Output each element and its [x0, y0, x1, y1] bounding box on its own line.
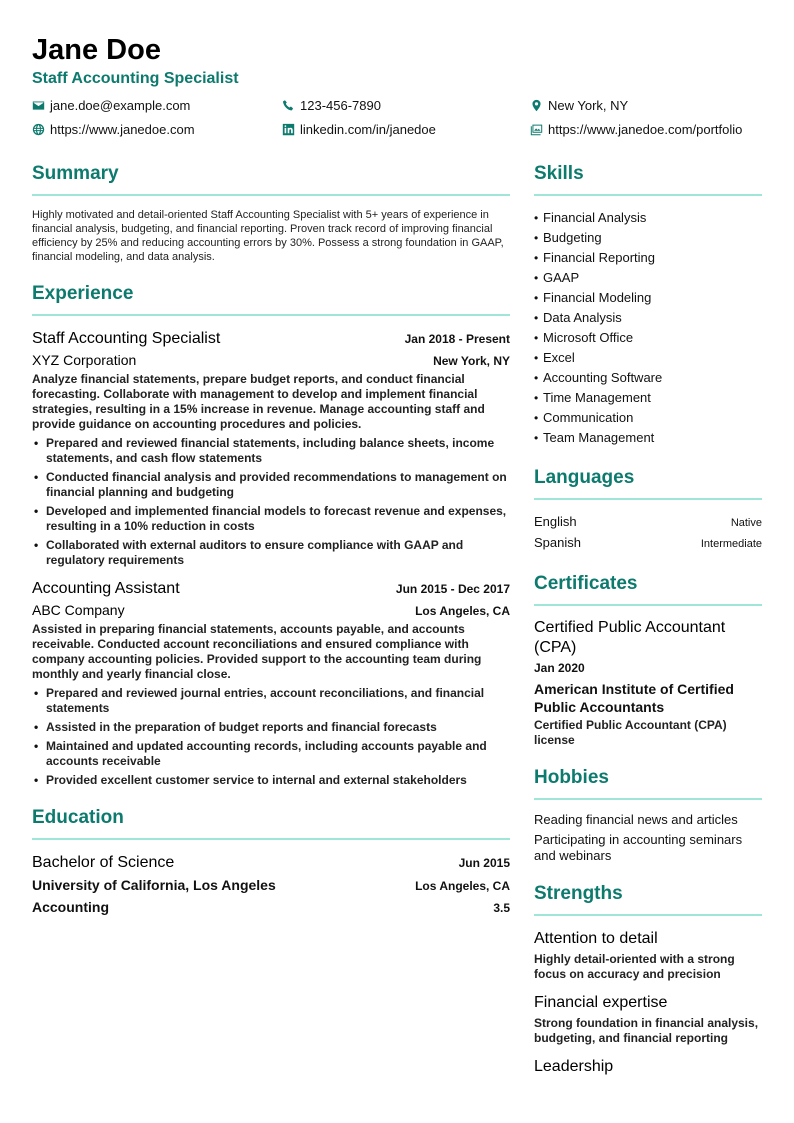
- contact-website[interactable]: [32, 122, 195, 137]
- institution: University of California, Los Angeles: [32, 877, 276, 893]
- contact-phone[interactable]: [282, 98, 381, 113]
- skill-item: • Accounting Software: [534, 370, 663, 385]
- job-highlight: • Prepared and reviewed journal entries, account reconciliations, and financial statements: [32, 686, 510, 716]
- languages-section: [534, 464, 762, 554]
- skill-item: • Financial Analysis: [534, 210, 647, 225]
- education-location: Los Angeles, CA: [415, 879, 510, 893]
- job-date: Jun 2015 - Dec 2017: [395, 582, 510, 596]
- globe-icon: [32, 123, 45, 136]
- linkedin-icon: [282, 123, 295, 136]
- skill-item: • Team Management: [534, 430, 655, 445]
- job-highlight: • Collaborated with external auditors to ensure compliance with GAAP and regulatory requirements: [32, 538, 510, 568]
- certificate-detail: Certified Public Accountant (CPA) license: [534, 718, 727, 747]
- job-highlight: • Prepared and reviewed financial statements, including balance sheets, income statements, and cash flow statements: [32, 436, 510, 466]
- gpa-score: 3.5: [493, 901, 510, 915]
- summary-text: Highly motivated and detail-oriented Staff Accounting Specialist with 5+ years of experience in financial analysis, budgeting, and financial reporting. Proven track record of improving financial efficiency by 25% and reducing accounting errors by 30%. Possess a strong foundation in GAAP, financial modeling, and data analysis.: [32, 209, 504, 263]
- contact-location: [530, 98, 628, 113]
- job-highlight: • Assisted in the preparation of budget reports and financial forecasts: [32, 720, 510, 735]
- certificate-date: Jan 2020: [534, 661, 585, 675]
- strength-name: Financial expertise: [534, 994, 668, 1011]
- job-highlight: • Conducted financial analysis and provided recommendations to management on financial planning and budgeting: [32, 470, 510, 500]
- education-heading: Education: [32, 804, 510, 840]
- strength-description: Strong foundation in financial analysis, budgeting, and financial reporting: [534, 1016, 759, 1045]
- strengths-heading: Strengths: [534, 880, 762, 916]
- portfolio-icon: [530, 123, 543, 136]
- certificate-issuer: American Institute of Certified Public Accountants: [534, 681, 734, 715]
- portfolio-text: https://www.janedoe.com/portfolio: [548, 122, 743, 137]
- job-highlight: • Developed and implemented financial models to forecast revenue and expenses, resulting in a 10% reduction in costs: [32, 504, 510, 534]
- contact-email[interactable]: [32, 98, 190, 113]
- study-area: Accounting: [32, 899, 109, 915]
- hobby-item: Participating in accounting seminars and webinars: [534, 832, 743, 863]
- experience-section: [32, 280, 510, 788]
- strength-name: Leadership: [534, 1058, 614, 1075]
- map-pin-icon: [530, 99, 543, 112]
- website-text: https://www.janedoe.com: [50, 122, 195, 137]
- main-column: [32, 160, 510, 934]
- resume-header: [32, 32, 772, 90]
- job-highlight: • Provided excellent customer service to internal and external stakeholders: [32, 773, 510, 788]
- contact-portfolio[interactable]: [530, 122, 742, 137]
- job-location: New York, NY: [433, 354, 510, 368]
- language-item: [534, 512, 762, 533]
- skills-list: [534, 208, 762, 448]
- experience-item: [32, 578, 510, 788]
- job-highlights: [32, 686, 510, 788]
- job-summary: Analyze financial statements, prepare budget reports, and conduct financial forecasting. Collaborate with management to develop and implement financial strategies, resulting in a 15% increase in revenue. Manage accounting staff and provide guidance on accounting procedures and policies.: [32, 372, 485, 431]
- phone-icon: [282, 99, 295, 112]
- certificates-heading: Certificates: [534, 570, 762, 606]
- language-level: Intermediate: [700, 538, 762, 550]
- education-date: Jun 2015: [458, 856, 510, 870]
- skill-item: • Time Management: [534, 390, 651, 405]
- degree: Bachelor of Science: [32, 854, 175, 871]
- linkedin-text: linkedin.com/in/janedoe: [300, 122, 436, 137]
- sidebar-column: [534, 160, 762, 1094]
- hobbies-section: [534, 764, 762, 864]
- skill-item: • Budgeting: [534, 230, 602, 245]
- skill-item: • Excel: [534, 350, 575, 365]
- candidate-name: Jane Doe: [32, 34, 161, 66]
- certificate-name: Certified Public Accountant (CPA): [534, 619, 726, 656]
- certificates-section: [534, 570, 762, 748]
- language-name: Spanish: [534, 535, 581, 550]
- skill-item: • Financial Modeling: [534, 290, 652, 305]
- job-location: Los Angeles, CA: [415, 604, 510, 618]
- summary-heading: Summary: [32, 160, 510, 196]
- strength-name: Attention to detail: [534, 930, 658, 947]
- strengths-section: [534, 880, 762, 1078]
- contact-linkedin[interactable]: [282, 122, 436, 137]
- skill-item: • Communication: [534, 410, 634, 425]
- languages-heading: Languages: [534, 464, 762, 500]
- hobby-item: Reading financial news and articles: [534, 812, 738, 827]
- hobbies-heading: Hobbies: [534, 764, 762, 800]
- mail-icon: [32, 99, 45, 112]
- company-name: XYZ Corporation: [32, 352, 137, 368]
- language-name: English: [534, 514, 577, 529]
- phone-text: 123-456-7890: [300, 98, 381, 113]
- location-text: New York, NY: [548, 98, 629, 113]
- strength-description: Highly detail-oriented with a strong focus on accuracy and precision: [534, 952, 735, 981]
- job-highlight: • Maintained and updated accounting records, including accounts payable and accounts receivable: [32, 739, 510, 769]
- summary-section: [32, 160, 510, 264]
- language-level: Native: [730, 517, 762, 529]
- company-name: ABC Company: [32, 602, 125, 618]
- skills-heading: Skills: [534, 160, 762, 196]
- job-date: Jan 2018 - Present: [404, 332, 510, 346]
- candidate-headline: Staff Accounting Specialist: [32, 70, 239, 87]
- language-item: [534, 533, 762, 554]
- skill-item: • Data Analysis: [534, 310, 622, 325]
- email-text: jane.doe@example.com: [50, 98, 191, 113]
- skill-item: • GAAP: [534, 270, 580, 285]
- job-highlights: [32, 436, 510, 568]
- experience-item: [32, 328, 510, 568]
- skills-section: [534, 160, 762, 448]
- job-summary: Assisted in preparing financial statements, accounts payable, and accounts receivable. Conducted account reconciliations and ensured compliance with company accounting policies. Provided support to the accounting team during monthly and yearly financial close.: [32, 622, 482, 681]
- job-title: Staff Accounting Specialist: [32, 330, 221, 347]
- skill-item: • Microsoft Office: [534, 330, 634, 345]
- job-title: Accounting Assistant: [32, 580, 180, 597]
- contact-info: [32, 96, 772, 146]
- experience-heading: Experience: [32, 280, 510, 316]
- education-section: [32, 804, 510, 918]
- skill-item: • Financial Reporting: [534, 250, 656, 265]
